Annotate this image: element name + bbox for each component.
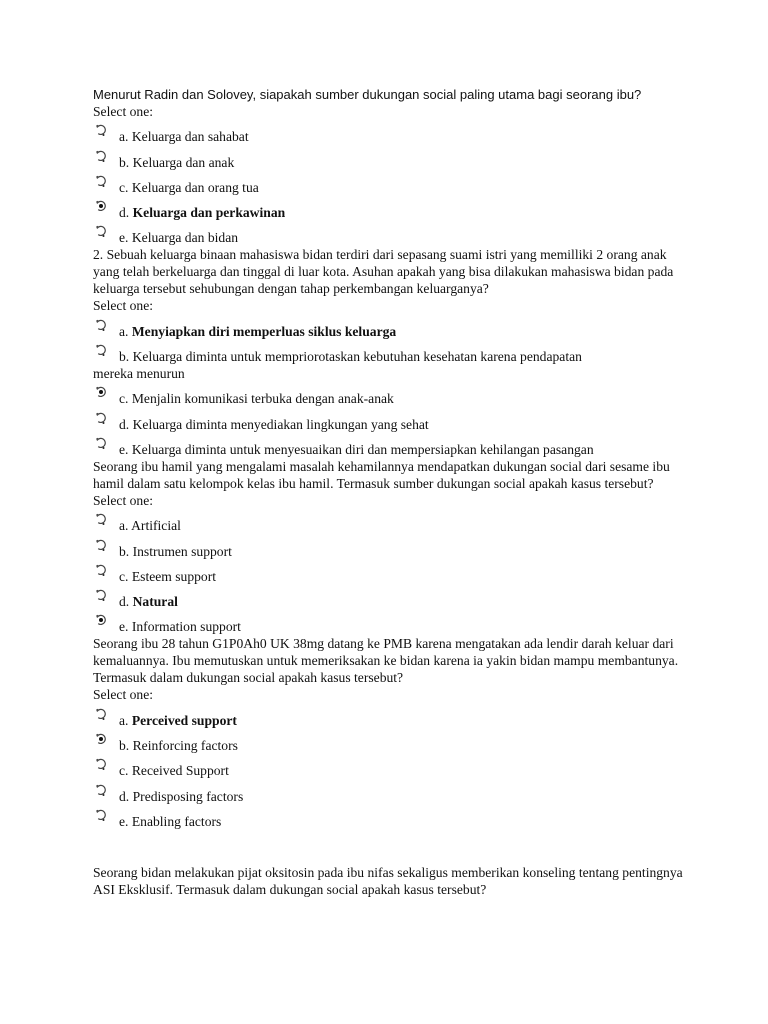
option-letter: a. [119,712,129,728]
radio-button[interactable] [93,808,119,830]
option-label [119,128,249,145]
option-label [119,179,259,196]
option-letter: a. [119,323,129,339]
option-text: Keluarga dan orang tua [131,179,259,195]
option-2a[interactable] [93,314,693,339]
option-label [119,568,216,585]
radio-button[interactable] [93,613,119,635]
option-1b[interactable] [93,145,693,170]
option-2b[interactable] [93,340,693,382]
option-4d[interactable] [93,779,693,804]
radio-button[interactable] [93,512,119,534]
radio-button[interactable] [93,199,119,221]
option-4a[interactable] [93,703,693,728]
option-3b[interactable] [93,534,693,559]
select-one-label: Select one: [93,104,154,119]
option-text-continued: mereka menurun [93,366,185,382]
radio-button[interactable] [93,707,119,729]
radio-button[interactable] [93,224,119,246]
option-letter: c. [119,763,129,779]
radio-icon[interactable] [94,224,108,238]
select-one-label: Select one: [93,687,154,703]
radio-button[interactable] [93,174,119,196]
radio-icon[interactable] [94,318,108,332]
option-label [119,416,429,433]
option-label [119,441,594,458]
option-letter: b. [119,154,130,170]
option-letter: c. [119,568,129,584]
option-label [119,323,396,340]
radio-button[interactable] [93,783,119,805]
radio-icon[interactable] [94,436,108,450]
option-letter: d. [119,788,130,804]
select-one-label: Select one: [93,492,154,508]
option-text: Predisposing factors [132,788,244,804]
option-text: Menjalin komunikasi terbuka dengan anak-anak [131,391,394,407]
option-text: Keluarga dan sahabat [131,129,249,145]
option-text: Keluarga dan perkawinan [132,205,286,221]
option-label [119,229,238,246]
option-1c[interactable] [93,171,693,196]
option-letter: a. [119,129,129,145]
option-label [119,593,178,610]
option-label [119,618,241,635]
option-1e[interactable] [93,221,693,246]
radio-icon[interactable] [94,538,108,552]
question-text: Seorang bidan melakukan pijat oksitosin pada ibu nifas sekaligus memberikan konseling tentang pentingnya ASI Eksklusif. Termasuk dalam dukungan social apakah kasus tersebut? [93,864,683,897]
option-text: Perceived support [131,712,237,728]
option-3a[interactable] [93,509,693,534]
radio-icon[interactable] [94,149,108,163]
option-text: Keluarga diminta untuk mempriorotaskan kebutuhan kesehatan karena pendapatan [132,349,582,365]
option-letter: c. [119,391,129,407]
radio-button[interactable] [93,732,119,754]
option-text: Information support [131,619,241,635]
question-1 [93,86,693,246]
option-letter: e. [119,441,129,457]
option-text: Keluarga diminta menyediakan lingkungan yang sehat [132,416,429,432]
select-one-label: Select one: [93,298,154,314]
radio-button[interactable] [93,149,119,171]
radio-icon[interactable] [94,808,108,822]
question-text: Seorang ibu 28 tahun G1P0Ah0 UK 38mg datang ke PMB karena mengatakan ada lendir darah keluar dari kemaluannya. Ibu memutuskan untuk memeriksakan ke bidan karena ia yakin bidan mampu membantunya. Termasuk dalam dukungan social apakah kasus tersebut? [93,636,679,686]
radio-icon[interactable] [94,757,108,771]
radio-icon[interactable] [94,707,108,721]
radio-button[interactable] [93,436,119,458]
question-5 [93,864,693,898]
option-text: Received Support [131,763,229,779]
option-text: Keluarga dan bidan [131,230,239,246]
option-text: Enabling factors [131,813,222,829]
radio-icon[interactable] [94,123,108,137]
option-text: Natural [132,594,178,610]
option-3c[interactable] [93,560,693,585]
option-label [119,390,394,407]
option-label [119,543,232,560]
option-4c[interactable] [93,754,693,779]
option-label [119,204,285,221]
radio-icon[interactable] [94,588,108,602]
option-text: Menyiapkan diri memperluas siklus keluarga [131,323,397,339]
radio-icon[interactable] [94,343,108,357]
option-letter: d. [119,416,130,432]
option-letter: d. [119,594,130,610]
option-2d[interactable] [93,407,693,432]
option-text: Artificial [131,518,181,534]
option-text: Keluarga dan anak [132,154,235,170]
option-letter: e. [119,813,129,829]
option-label [119,737,238,754]
radio-button[interactable] [93,318,119,340]
radio-icon[interactable] [94,783,108,797]
option-label [119,762,229,779]
option-3e[interactable] [93,610,693,635]
option-text: Keluarga diminta untuk menyesuaikan diri dan mempersiapkan kehilangan pasangan [131,441,594,457]
option-label [119,154,234,171]
option-4e[interactable] [93,805,693,830]
radio-icon[interactable] [94,174,108,188]
option-letter: a. [119,518,129,534]
radio-icon[interactable] [94,411,108,425]
radio-icon[interactable] [94,563,108,577]
question-4 [93,635,693,829]
radio-button[interactable] [93,343,119,365]
option-3d[interactable] [93,585,693,610]
option-label [119,813,221,830]
question-text: 2. Sebuah keluarga binaan mahasiswa bidan terdiri dari sepasang suami istri yang memilliki 2 orang anak yang telah berkeluarga dan tinggal di luar kota. Asuhan apakah yang bisa dilakukan mahasiswa bidan pada keluarga tersebut sehubungan dengan tahap perkembangan keluarganya? [93,247,674,297]
option-1a[interactable] [93,120,693,145]
radio-button[interactable] [93,563,119,585]
option-label [119,712,237,729]
radio-icon[interactable] [94,512,108,526]
option-text: Instrumen support [132,543,232,559]
radio-button[interactable] [93,538,119,560]
radio-button[interactable] [93,757,119,779]
option-letter: d. [119,205,130,221]
radio-button[interactable] [93,123,119,145]
option-letter: e. [119,230,129,246]
option-label [119,348,582,365]
radio-selected-icon[interactable] [94,385,108,399]
radio-selected-icon[interactable] [94,732,108,746]
option-2c[interactable] [93,382,693,407]
radio-button[interactable] [93,385,119,407]
option-4b[interactable] [93,729,693,754]
option-letter: b. [119,738,130,754]
option-label [119,788,243,805]
document-page [93,86,693,898]
option-1d[interactable] [93,196,693,221]
option-text: Reinforcing factors [132,738,238,754]
radio-button[interactable] [93,588,119,610]
option-letter: e. [119,619,129,635]
question-3 [93,458,693,635]
radio-selected-icon[interactable] [94,613,108,627]
radio-selected-icon[interactable] [94,199,108,213]
radio-button[interactable] [93,411,119,433]
option-letter: b. [119,349,130,365]
question-2 [93,246,693,457]
option-label [119,517,181,534]
option-letter: c. [119,179,129,195]
question-text: Seorang ibu hamil yang mengalami masalah kehamilannya mendapatkan dukungan social dari sesame ibu hamil dalam satu kelompok kelas ibu hamil. Termasuk sumber dukungan social apakah kasus tersebut? [93,458,670,491]
option-text: Esteem support [131,568,217,584]
option-2e[interactable] [93,433,693,458]
option-letter: b. [119,543,130,559]
question-text: Menurut Radin dan Solovey, siapakah sumber dukungan social paling utama bagi seorang ibu? [93,87,642,102]
